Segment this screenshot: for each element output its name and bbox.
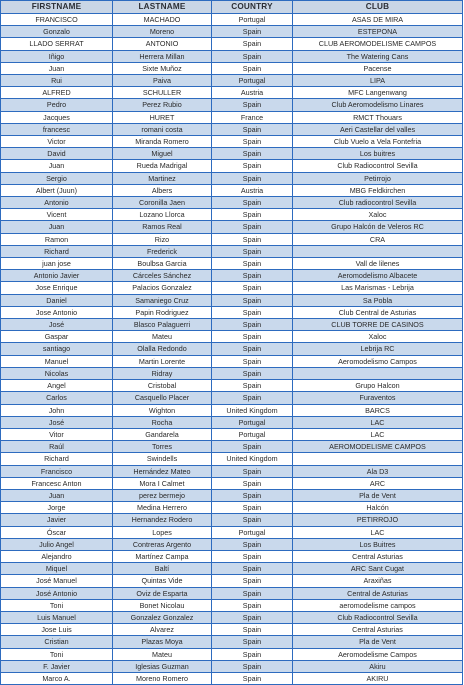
cell-country: Spain: [212, 62, 293, 74]
cell-lastname: Rocha: [113, 416, 212, 428]
cell-country: Spain: [212, 538, 293, 550]
table-row: [1, 38, 463, 50]
column-header-firstname: FIRSTNAME: [1, 1, 113, 14]
cell-club: LAC: [293, 428, 463, 440]
cell-country: Spain: [212, 172, 293, 184]
cell-firstname: Toni: [1, 648, 113, 660]
cell-firstname: F. Javier: [1, 660, 113, 672]
cell-country: Austria: [212, 87, 293, 99]
cell-club: ARC: [293, 477, 463, 489]
table-row: [1, 50, 463, 62]
cell-lastname: Oviz de Esparta: [113, 587, 212, 599]
cell-lastname: Gandarela: [113, 428, 212, 440]
table-row: [1, 209, 463, 221]
cell-lastname: Iglesias Guzman: [113, 660, 212, 672]
table-row: [1, 563, 463, 575]
cell-country: Spain: [212, 209, 293, 221]
table-row: [1, 526, 463, 538]
table-row: [1, 428, 463, 440]
table-row: [1, 123, 463, 135]
table-row: [1, 111, 463, 123]
cell-lastname: Medina Herrero: [113, 502, 212, 514]
cell-lastname: Alvarez: [113, 624, 212, 636]
cell-country: Spain: [212, 294, 293, 306]
cell-country: Spain: [212, 331, 293, 343]
cell-firstname: Luis Manuel: [1, 611, 113, 623]
cell-club: Pla de Vent: [293, 489, 463, 501]
cell-club: Aeri Castellar del valles: [293, 123, 463, 135]
cell-lastname: Coronilla Jaen: [113, 197, 212, 209]
cell-country: Spain: [212, 245, 293, 257]
cell-lastname: Gonzalez Gonzalez: [113, 611, 212, 623]
cell-lastname: Bonet Nicolau: [113, 599, 212, 611]
cell-lastname: Miranda Romero: [113, 136, 212, 148]
cell-club: Club Vuelo a Vela Fontefria: [293, 136, 463, 148]
cell-firstname: Gonzalo: [1, 26, 113, 38]
cell-firstname: Manuel: [1, 355, 113, 367]
cell-firstname: David: [1, 148, 113, 160]
cell-lastname: Martin Lorente: [113, 355, 212, 367]
cell-lastname: SCHULLER: [113, 87, 212, 99]
table-row: [1, 514, 463, 526]
cell-country: Spain: [212, 355, 293, 367]
cell-firstname: Richard: [1, 245, 113, 257]
cell-firstname: José: [1, 319, 113, 331]
cell-country: Portugal: [212, 14, 293, 26]
cell-club: Lebrija RC: [293, 343, 463, 355]
cell-firstname: Francisco: [1, 465, 113, 477]
cell-club: Central de Asturias: [293, 587, 463, 599]
table-row: [1, 331, 463, 343]
cell-country: Portugal: [212, 416, 293, 428]
table-row: [1, 380, 463, 392]
table-row: [1, 538, 463, 550]
header-row: [1, 1, 463, 14]
cell-lastname: Cristobal: [113, 380, 212, 392]
cell-club: Halcón: [293, 502, 463, 514]
table-row: [1, 233, 463, 245]
cell-club: Vall de lilenes: [293, 258, 463, 270]
cell-firstname: José: [1, 416, 113, 428]
cell-club: Grupo Halcon: [293, 380, 463, 392]
cell-firstname: Vitor: [1, 428, 113, 440]
cell-club: Araxiñas: [293, 575, 463, 587]
cell-firstname: Jorge: [1, 502, 113, 514]
table-row: [1, 282, 463, 294]
cell-firstname: Óscar: [1, 526, 113, 538]
cell-club: Aeromodelismo Albacete: [293, 270, 463, 282]
cell-club: AEROMODELISME CAMPOS: [293, 441, 463, 453]
cell-lastname: Lopes: [113, 526, 212, 538]
table-row: [1, 587, 463, 599]
table-row: [1, 294, 463, 306]
table-row: [1, 404, 463, 416]
cell-country: Spain: [212, 343, 293, 355]
cell-lastname: Moreno Romero: [113, 672, 212, 684]
cell-club: Club Aeromodelismo Linares: [293, 99, 463, 111]
cell-firstname: FRANCISCO: [1, 14, 113, 26]
cell-firstname: Juan: [1, 62, 113, 74]
cell-country: Spain: [212, 50, 293, 62]
cell-lastname: Frederick: [113, 245, 212, 257]
cell-club: aeromodelisme campos: [293, 599, 463, 611]
cell-lastname: Samaniego Cruz: [113, 294, 212, 306]
cell-club: ESTEPONA: [293, 26, 463, 38]
cell-club: [293, 453, 463, 465]
cell-firstname: Jose Luis: [1, 624, 113, 636]
cell-lastname: Casquello Placer: [113, 392, 212, 404]
cell-lastname: Perez Rubio: [113, 99, 212, 111]
cell-firstname: francesc: [1, 123, 113, 135]
cell-firstname: Richard: [1, 453, 113, 465]
cell-country: Spain: [212, 136, 293, 148]
cell-club: Aeromodelismo Campos: [293, 355, 463, 367]
cell-firstname: Jacques: [1, 111, 113, 123]
cell-lastname: Baltí: [113, 563, 212, 575]
cell-club: Xaloc: [293, 331, 463, 343]
cell-firstname: LLADO SERRAT: [1, 38, 113, 50]
table-row: [1, 75, 463, 87]
cell-club: [293, 245, 463, 257]
cell-club: Xaloc: [293, 209, 463, 221]
table-row: [1, 465, 463, 477]
cell-club: BARCS: [293, 404, 463, 416]
cell-country: Spain: [212, 258, 293, 270]
cell-club: Pacense: [293, 62, 463, 74]
cell-club: ARC Sant Cugat: [293, 563, 463, 575]
cell-country: Spain: [212, 550, 293, 562]
cell-country: Portugal: [212, 428, 293, 440]
cell-country: Spain: [212, 489, 293, 501]
cell-country: Spain: [212, 392, 293, 404]
cell-country: Spain: [212, 514, 293, 526]
table-row: [1, 636, 463, 648]
cell-country: Spain: [212, 282, 293, 294]
table-row: [1, 611, 463, 623]
cell-club: Aeromodelisme Campos: [293, 648, 463, 660]
cell-club: Los Buitres: [293, 538, 463, 550]
table-row: [1, 489, 463, 501]
cell-club: Sa Pobla: [293, 294, 463, 306]
cell-lastname: Papin Rodriguez: [113, 306, 212, 318]
cell-lastname: Rizo: [113, 233, 212, 245]
cell-country: Spain: [212, 221, 293, 233]
cell-country: Spain: [212, 599, 293, 611]
cell-lastname: Miguel: [113, 148, 212, 160]
table-row: [1, 258, 463, 270]
cell-club: Los buitres: [293, 148, 463, 160]
cell-firstname: Toni: [1, 599, 113, 611]
table-row: [1, 392, 463, 404]
cell-firstname: Antonio: [1, 197, 113, 209]
table-row: [1, 672, 463, 684]
table-row: [1, 270, 463, 282]
cell-club: Club Central de Asturias: [293, 306, 463, 318]
table-row: [1, 14, 463, 26]
cell-lastname: Moreno: [113, 26, 212, 38]
cell-country: Spain: [212, 26, 293, 38]
table-row: [1, 660, 463, 672]
cell-lastname: Boulbsa Garcia: [113, 258, 212, 270]
cell-firstname: Nicolas: [1, 367, 113, 379]
cell-country: Spain: [212, 306, 293, 318]
cell-firstname: Francesc Anton: [1, 477, 113, 489]
cell-firstname: José Antonio: [1, 587, 113, 599]
cell-lastname: Albers: [113, 184, 212, 196]
cell-club: Petirrojo: [293, 172, 463, 184]
cell-club: ASAS DE MIRA: [293, 14, 463, 26]
cell-country: Spain: [212, 575, 293, 587]
cell-lastname: Plazas Moya: [113, 636, 212, 648]
cell-club: MFC Langenwang: [293, 87, 463, 99]
cell-club: CLUB AEROMODELISME CAMPOS: [293, 38, 463, 50]
cell-firstname: Gaspar: [1, 331, 113, 343]
cell-lastname: Hernández Mateo: [113, 465, 212, 477]
cell-firstname: santiago: [1, 343, 113, 355]
cell-firstname: ALFRED: [1, 87, 113, 99]
table-row: [1, 26, 463, 38]
column-header-country: COUNTRY: [212, 1, 293, 14]
cell-lastname: perez bermejo: [113, 489, 212, 501]
table-row: [1, 136, 463, 148]
cell-club: Club Radiocontrol Sevilla: [293, 611, 463, 623]
cell-lastname: romani costa: [113, 123, 212, 135]
cell-country: Spain: [212, 367, 293, 379]
cell-firstname: Juan: [1, 160, 113, 172]
cell-club: RMCT Thouars: [293, 111, 463, 123]
cell-lastname: Mateu: [113, 648, 212, 660]
table-row: [1, 221, 463, 233]
cell-club: PETIRROJO: [293, 514, 463, 526]
cell-lastname: Quintas Vide: [113, 575, 212, 587]
cell-country: Spain: [212, 233, 293, 245]
table-row: [1, 453, 463, 465]
cell-firstname: Julio Angel: [1, 538, 113, 550]
cell-firstname: Cristian: [1, 636, 113, 648]
cell-lastname: Cárceles Sánchez: [113, 270, 212, 282]
cell-lastname: Herrera Millan: [113, 50, 212, 62]
table-row: [1, 355, 463, 367]
table-row: [1, 599, 463, 611]
cell-club: The Watering Cans: [293, 50, 463, 62]
cell-lastname: Contreras Argento: [113, 538, 212, 550]
cell-country: Spain: [212, 380, 293, 392]
cell-lastname: Palacios Gonzalez: [113, 282, 212, 294]
cell-firstname: Raúl: [1, 441, 113, 453]
cell-club: Pla de Vent: [293, 636, 463, 648]
cell-country: Spain: [212, 465, 293, 477]
cell-country: Spain: [212, 672, 293, 684]
column-header-lastname: LASTNAME: [113, 1, 212, 14]
cell-club: Grupo Halcón de Veleros RC: [293, 221, 463, 233]
cell-country: Spain: [212, 197, 293, 209]
cell-lastname: Paiva: [113, 75, 212, 87]
cell-country: United Kingdom: [212, 453, 293, 465]
cell-lastname: Olalla Redondo: [113, 343, 212, 355]
cell-lastname: Martinez: [113, 172, 212, 184]
cell-firstname: John: [1, 404, 113, 416]
cell-firstname: Juan: [1, 489, 113, 501]
cell-country: Spain: [212, 160, 293, 172]
table-row: [1, 306, 463, 318]
cell-country: France: [212, 111, 293, 123]
cell-lastname: Wighton: [113, 404, 212, 416]
cell-club: MBG Feldkirchen: [293, 184, 463, 196]
table-row: [1, 343, 463, 355]
cell-firstname: Ramon: [1, 233, 113, 245]
table-row: [1, 160, 463, 172]
cell-firstname: Alejandro: [1, 550, 113, 562]
cell-country: Spain: [212, 123, 293, 135]
cell-lastname: MACHADO: [113, 14, 212, 26]
cell-country: Spain: [212, 636, 293, 648]
cell-lastname: Blasco Palaguerri: [113, 319, 212, 331]
cell-country: Spain: [212, 587, 293, 599]
table-row: [1, 550, 463, 562]
cell-club: Las Marismas - Lebrija: [293, 282, 463, 294]
cell-club: CLUB TORRE DE CASINOS: [293, 319, 463, 331]
cell-club: LAC: [293, 526, 463, 538]
table-row: [1, 62, 463, 74]
cell-club: LIPA: [293, 75, 463, 87]
table-row: [1, 441, 463, 453]
cell-firstname: Daniel: [1, 294, 113, 306]
cell-firstname: Antonio Javier: [1, 270, 113, 282]
cell-country: Portugal: [212, 75, 293, 87]
table-header: [1, 1, 463, 14]
cell-club: [293, 367, 463, 379]
table-row: [1, 477, 463, 489]
column-header-club: CLUB: [293, 1, 463, 14]
cell-firstname: José Manuel: [1, 575, 113, 587]
cell-firstname: Carlos: [1, 392, 113, 404]
table-row: [1, 87, 463, 99]
cell-lastname: ANTONIO: [113, 38, 212, 50]
cell-country: Spain: [212, 148, 293, 160]
cell-country: Spain: [212, 319, 293, 331]
cell-country: Spain: [212, 502, 293, 514]
cell-firstname: Pedro: [1, 99, 113, 111]
cell-firstname: Miquel: [1, 563, 113, 575]
cell-country: Spain: [212, 477, 293, 489]
table-row: [1, 416, 463, 428]
cell-club: CRA: [293, 233, 463, 245]
cell-lastname: Mora I Calmet: [113, 477, 212, 489]
cell-firstname: Angel: [1, 380, 113, 392]
cell-club: Akiru: [293, 660, 463, 672]
cell-firstname: Rui: [1, 75, 113, 87]
cell-country: United Kingdom: [212, 404, 293, 416]
table-row: [1, 197, 463, 209]
table-row: [1, 575, 463, 587]
cell-club: Central Asturias: [293, 624, 463, 636]
cell-firstname: Vicent: [1, 209, 113, 221]
cell-firstname: Iñigo: [1, 50, 113, 62]
cell-lastname: Hernandez Rodero: [113, 514, 212, 526]
cell-club: Club radiocontrol Sevilla: [293, 197, 463, 209]
table-row: [1, 624, 463, 636]
cell-lastname: Rueda Madrigal: [113, 160, 212, 172]
table-row: [1, 367, 463, 379]
table-row: [1, 172, 463, 184]
cell-lastname: Torres: [113, 441, 212, 453]
cell-country: Portugal: [212, 526, 293, 538]
cell-firstname: Javier: [1, 514, 113, 526]
cell-lastname: Lozano Llorca: [113, 209, 212, 221]
cell-club: Furaventos: [293, 392, 463, 404]
cell-country: Spain: [212, 648, 293, 660]
table-row: [1, 99, 463, 111]
cell-lastname: Sixte Muñoz: [113, 62, 212, 74]
cell-firstname: Victor: [1, 136, 113, 148]
cell-country: Austria: [212, 184, 293, 196]
cell-lastname: HURET: [113, 111, 212, 123]
cell-firstname: Jose Enrique: [1, 282, 113, 294]
cell-club: AKIRU: [293, 672, 463, 684]
cell-firstname: Jose Antonio: [1, 306, 113, 318]
cell-country: Spain: [212, 624, 293, 636]
table-row: [1, 148, 463, 160]
cell-country: Spain: [212, 270, 293, 282]
cell-club: Ala D3: [293, 465, 463, 477]
cell-firstname: Sergio: [1, 172, 113, 184]
table-row: [1, 245, 463, 257]
table-body: [1, 14, 463, 685]
cell-club: Club Radiocontrol Sevilla: [293, 160, 463, 172]
table-row: [1, 648, 463, 660]
cell-lastname: Ramos Real: [113, 221, 212, 233]
cell-lastname: Swindells: [113, 453, 212, 465]
cell-club: Central Asturias: [293, 550, 463, 562]
table-row: [1, 502, 463, 514]
cell-lastname: Martínez Campa: [113, 550, 212, 562]
cell-lastname: Mateu: [113, 331, 212, 343]
cell-country: Spain: [212, 38, 293, 50]
table-row: [1, 184, 463, 196]
cell-country: Spain: [212, 660, 293, 672]
cell-country: Spain: [212, 563, 293, 575]
cell-firstname: Juan: [1, 221, 113, 233]
cell-country: Spain: [212, 99, 293, 111]
cell-firstname: Albert (Juun): [1, 184, 113, 196]
cell-firstname: Marco A.: [1, 672, 113, 684]
cell-country: Spain: [212, 611, 293, 623]
cell-lastname: Ridray: [113, 367, 212, 379]
table-row: [1, 319, 463, 331]
cell-club: LAC: [293, 416, 463, 428]
cell-country: Spain: [212, 441, 293, 453]
cell-firstname: juan jose: [1, 258, 113, 270]
